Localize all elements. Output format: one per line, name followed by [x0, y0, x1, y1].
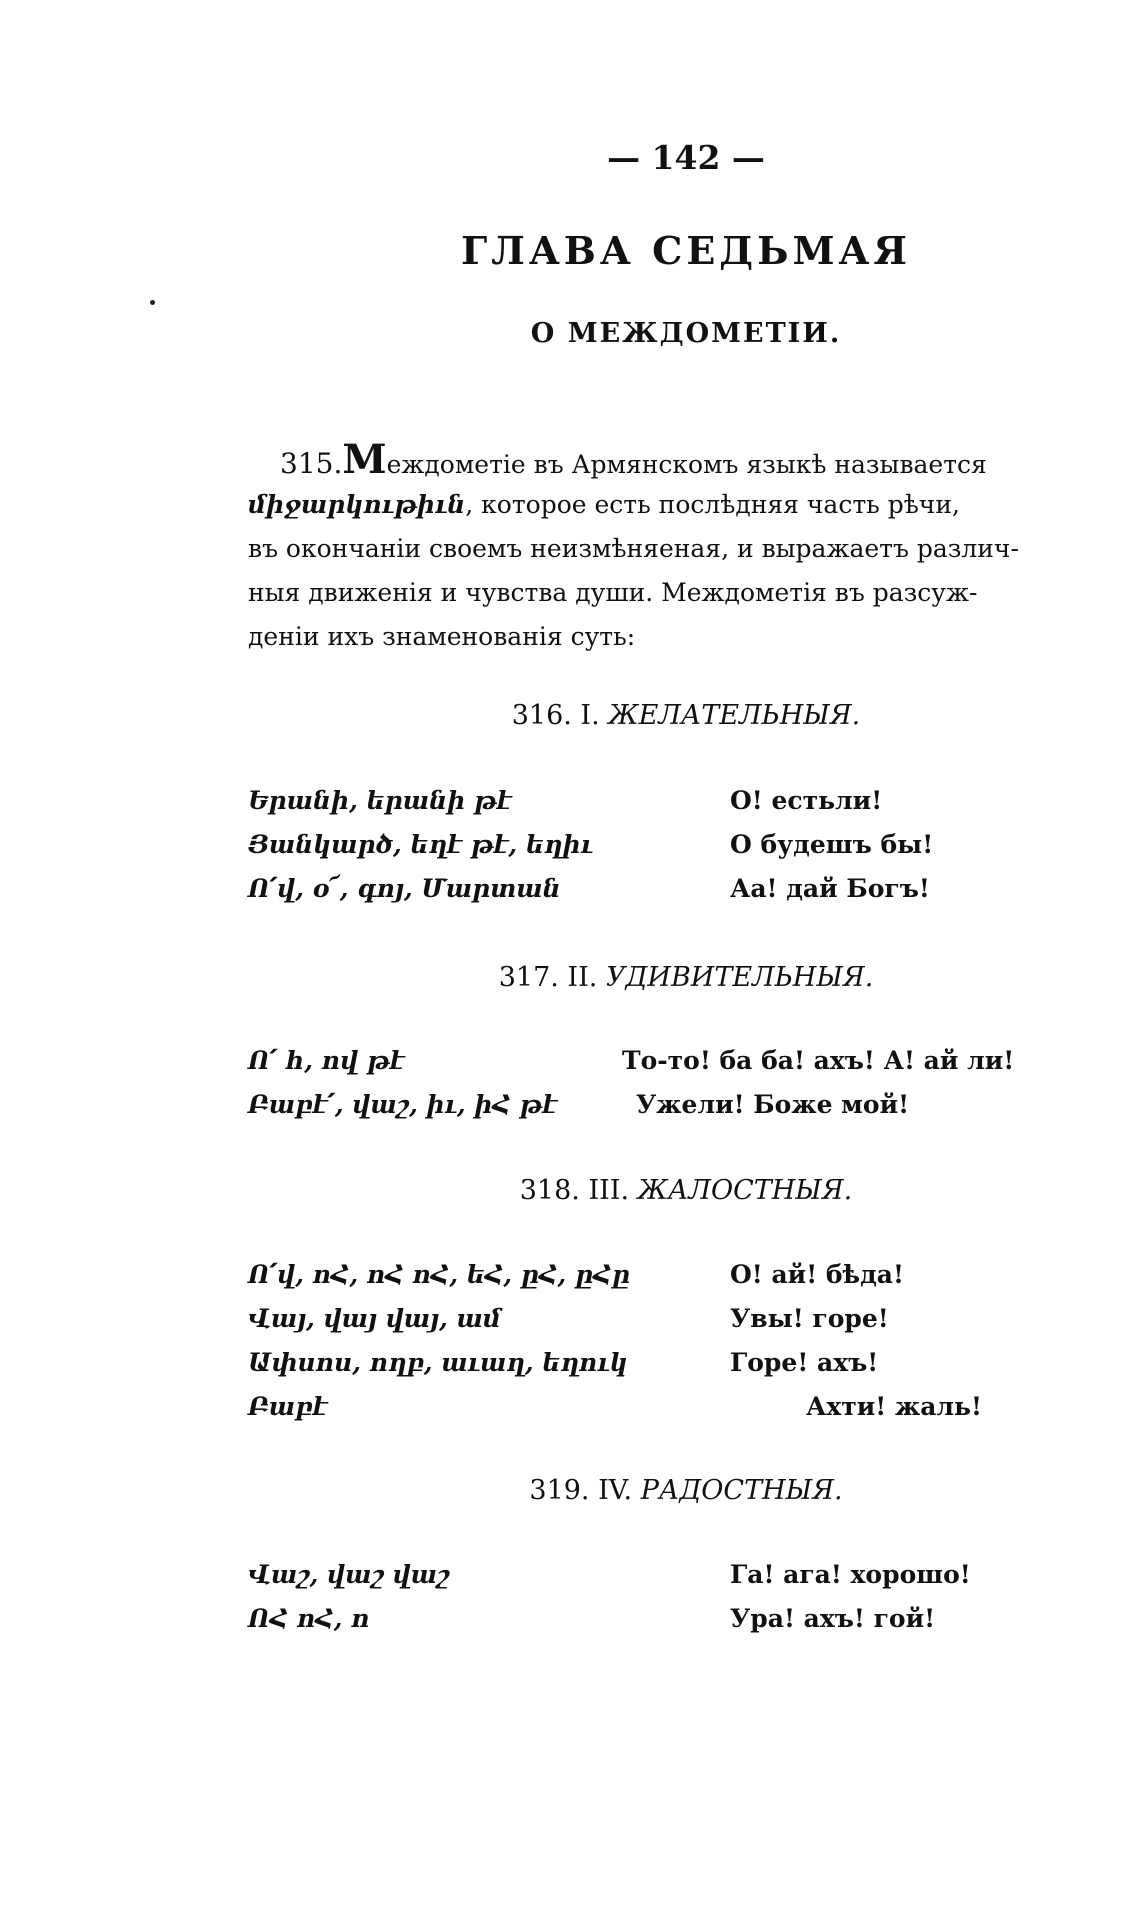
intro-line-2	[248, 483, 1028, 526]
armenian-phrase: Բաբէ	[248, 1392, 328, 1421]
intro-text: еждометіе въ Армянскомъ языкѣ называется	[386, 450, 987, 479]
armenian-phrase: Բաբէ՛, վաշ, իւ, իՀ թէ	[248, 1090, 558, 1119]
intro-line-3: въ окончаніи своемъ неизмѣняеная, и выражаетъ различ-	[248, 534, 1019, 563]
intro-line-5: деніи ихъ знаменованія суть:	[248, 622, 636, 651]
chapter-subtitle: О МЕЖДОМЕТІИ.	[530, 318, 842, 349]
russian-translation: Ужели! Боже мой!	[636, 1090, 910, 1119]
section-heading	[236, 700, 1136, 731]
intro-line-4: ныя движенія и чувства души. Междометія въ разсуж-	[248, 578, 978, 607]
intro-text: , которое есть послѣдняя часть рѣчи,	[465, 490, 960, 519]
russian-translation: Горе! ахъ!	[730, 1348, 879, 1377]
section-heading	[236, 1475, 1136, 1506]
armenian-phrase: Ո՛ հ, ով թէ	[248, 1046, 405, 1075]
russian-translation: То-то! ба ба! ахъ! А! ай ли!	[622, 1046, 1015, 1075]
russian-translation: Га! ага! хорошо!	[730, 1560, 971, 1589]
section-number: 318. III.	[519, 1175, 630, 1206]
page-number: — 142 —	[607, 138, 765, 177]
russian-translation: Ура! ахъ! гой!	[730, 1604, 936, 1633]
section-title: РАДОСТНЫЯ.	[640, 1475, 843, 1506]
section-title: ЖЕЛАТЕЛЬНЫЯ.	[608, 700, 861, 731]
armenian-phrase: Ո՛վ, ոՀ, ոՀ ոՀ, եՀ, ըՀ, ըՀը	[248, 1260, 631, 1289]
russian-translation: О! ай! бѣда!	[730, 1260, 904, 1289]
russian-translation: О! естьли!	[730, 786, 883, 815]
section-number: 319. IV.	[529, 1475, 633, 1506]
armenian-phrase: Ափսոս, ողբ, աւաղ, եղուկ	[248, 1348, 628, 1377]
russian-translation: Увы! горе!	[730, 1304, 889, 1333]
paragraph-number: 315.	[280, 447, 343, 480]
section-title: УДИВИТЕЛЬНЫЯ.	[605, 962, 874, 993]
armenian-term: միջարկութիւն	[248, 490, 466, 519]
section-number: 317. II.	[498, 962, 598, 993]
armenian-phrase: Երանի, երանի թէ	[248, 786, 512, 815]
section-heading	[236, 962, 1136, 993]
armenian-phrase: Յանկարծ, եղէ թէ, եղիւ	[248, 830, 593, 859]
armenian-phrase: ՈՀ ոՀ, ո	[248, 1604, 370, 1633]
section-heading	[236, 1175, 1136, 1206]
drop-initial: М	[342, 436, 387, 483]
armenian-phrase: Ո՛վ, օ՜, գոյ, Մարտան	[248, 874, 561, 903]
section-title: ЖАЛОСТНЫЯ.	[637, 1175, 853, 1206]
intro-line-1	[248, 438, 1028, 486]
russian-translation: Аа! дай Богъ!	[730, 874, 930, 903]
chapter-title: ГЛАВА СЕДЬМАЯ	[461, 228, 911, 273]
armenian-phrase: Վաշ, վաշ վաշ	[248, 1560, 450, 1589]
section-number: 316. I.	[511, 700, 600, 731]
russian-translation: О будешъ бы!	[730, 830, 934, 859]
armenian-phrase: Վայ, վայ վայ, ամ	[248, 1304, 502, 1333]
ink-speck	[150, 300, 155, 305]
russian-translation: Ахти! жаль!	[806, 1392, 982, 1421]
